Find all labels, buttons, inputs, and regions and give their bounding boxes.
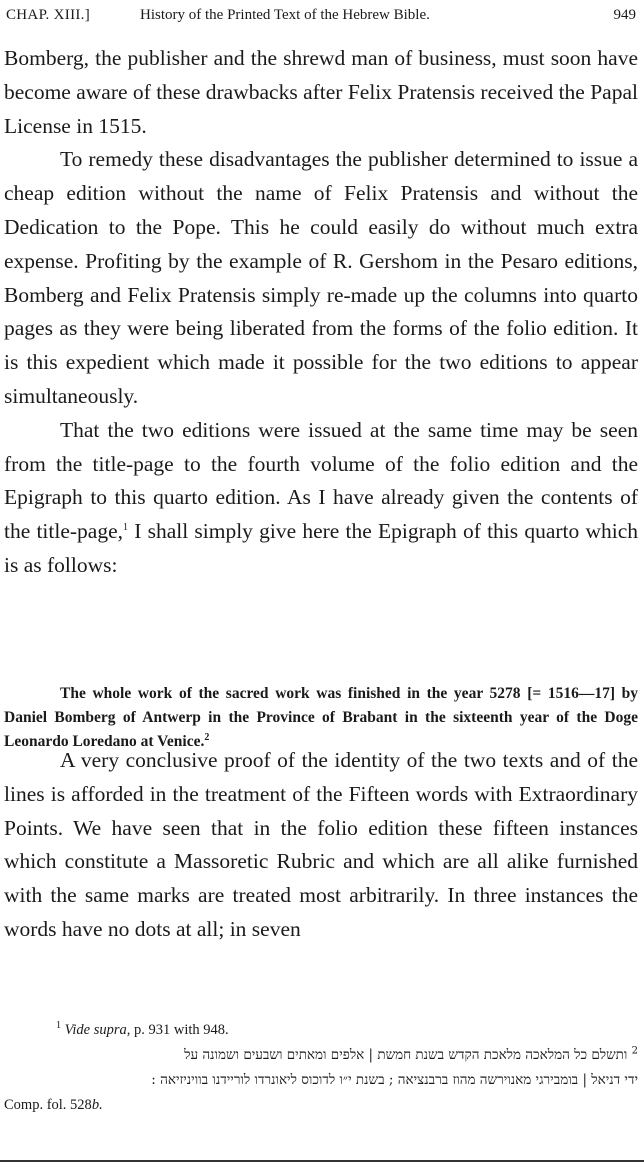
footnote-1-text: p. 931 with 948.	[130, 1022, 229, 1038]
bottom-rule	[0, 1160, 644, 1162]
paragraph-3-part-1: That the two editions were issued at the same time may be seen from the title-page to the fourth volume of the folio edition and the Epigraph to this quarto edition. As I have already given the contents of the title-page,	[4, 417, 638, 544]
footnote-1	[4, 1018, 638, 1043]
paragraph-3	[4, 414, 638, 583]
footnotes	[4, 1018, 638, 1118]
footnote-1-italic: Vide supra,	[64, 1022, 131, 1038]
footnote-2-ref-italic: b.	[91, 1097, 103, 1113]
footnote-2-ref-text: Comp. fol. 528	[4, 1097, 92, 1113]
main-text	[4, 42, 638, 583]
chapter-label: CHAP. XIII.]	[6, 7, 91, 23]
paragraph-4: A very conclusive proof of the identity of the two texts and of the lines is afforded in the treatment of the Fifteen words with Extraordinary Points. We have seen that in the folio edition these fifteen instances which constitute a Massoretic Rubric and which are all alike furnished with the same marks are treated most arbitrarily. In three instances the words have no dots at all; in seven	[4, 748, 638, 941]
main-text-continued	[4, 744, 638, 947]
footnote-ref-1: 1	[123, 522, 129, 533]
running-head	[6, 4, 638, 26]
paragraph-1: Bomberg, the publisher and the shrewd man of business, must soon have become aware of these drawbacks after Felix Pratensis received the Papal License in 1515.	[4, 46, 638, 138]
paragraph-3-part-2: I shall simply give here the Epigraph of this quarto which is as follows:	[4, 519, 638, 577]
footnote-2-hebrew-1: ותשלם כל המלאכה מלאכת הקדש בשנת חמשת | אלפים ומאתים ושבעים ושמונה על	[184, 1047, 628, 1063]
footnote-2-hebrew-2: ידי דניאל | בומבירגי מאנוירשה מהוז ברבנציאה ; בשנת י״ו לדוכוס ליאונרדו לוריידנו בוויניזיאה :	[151, 1072, 638, 1088]
footnote-2-line-2	[4, 1068, 638, 1093]
footnote-2-reference	[4, 1093, 638, 1118]
page-number: 949	[613, 7, 636, 23]
footnote-2-marker: 2	[631, 1045, 638, 1057]
paragraph-2: To remedy these disadvantages the publisher determined to issue a cheap edition without the name of Felix Pratensis and without the Dedication to the Pope. This he could easily do without much extra expense. Profiting by the example of R. Gershom in the Pesaro editions, Bomberg and Felix Pratensis simply re-made up the columns into quarto pages as they were being liberated from the forms of the folio edition. It is this expedient which made it possible for the two editions to appear simultaneously.	[4, 147, 638, 408]
footnote-1-marker: 1	[56, 1020, 61, 1032]
footnote-2-line-1	[4, 1043, 638, 1068]
epigraph-body: The whole work of the sacred work was finished in the year 5278 [= 1516—17] by Daniel Bomberg of Antwerp in the Province of Brabant in the sixteenth year of the Doge Leonardo Loredano at Venice.	[4, 685, 638, 750]
running-title: History of the Printed Text of the Hebrew Bible.	[140, 7, 430, 23]
footnote-ref-2: 2	[204, 731, 210, 743]
